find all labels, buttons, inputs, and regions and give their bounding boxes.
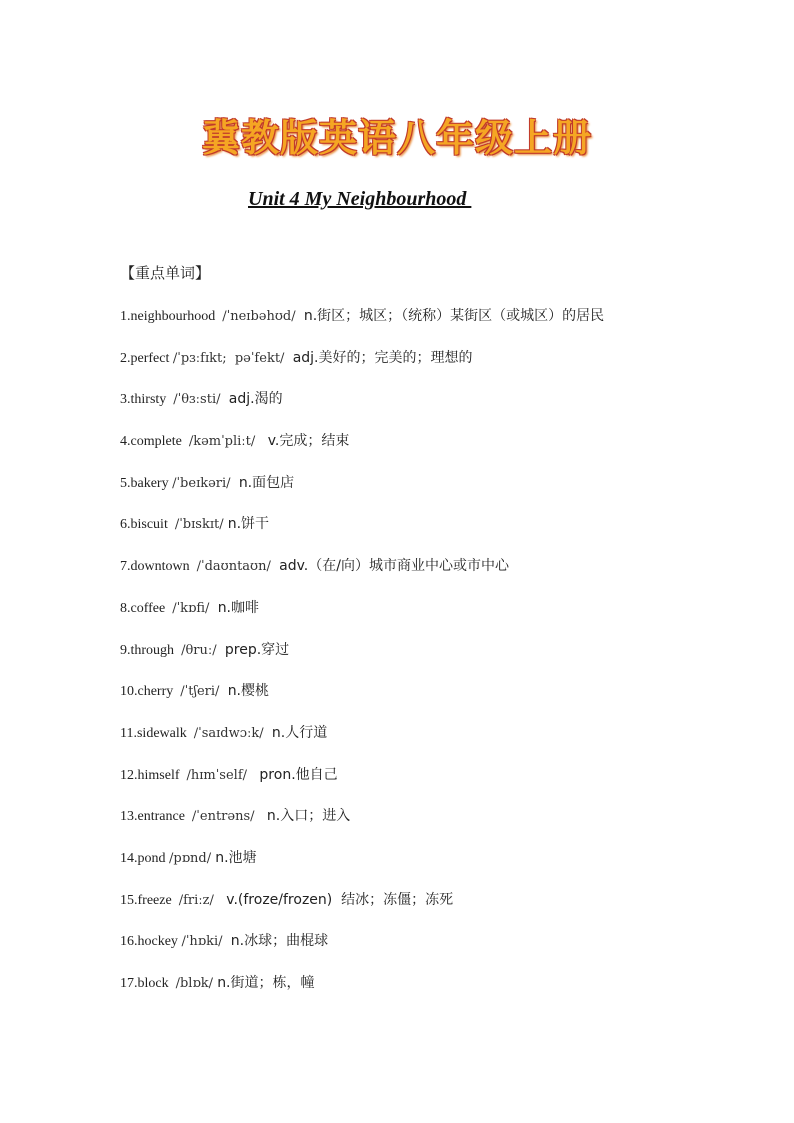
- vocabulary-item: [120, 890, 604, 932]
- vocabulary-item: [120, 473, 604, 515]
- vocabulary-meaning: n.人行道: [271, 724, 328, 741]
- vocabulary-phonetic: /pɒnd/: [169, 850, 216, 866]
- vocabulary-phonetic: /ˈbeɪkəri/: [172, 475, 239, 491]
- vocabulary-word: 5.bakery: [120, 475, 173, 491]
- vocabulary-word: 2.perfect: [120, 350, 173, 366]
- vocabulary-word: 3.thirsty: [120, 392, 174, 408]
- vocabulary-meaning: n.饼干: [227, 516, 270, 533]
- vocabulary-item: [120, 681, 604, 723]
- vocabulary-phonetic: /ˈpɜːfɪkt; pəˈfekt/: [172, 350, 293, 366]
- vocabulary-item: [120, 848, 604, 890]
- vocabulary-word: 12.himself: [120, 767, 187, 783]
- vocabulary-word: 8.coffee: [120, 600, 173, 616]
- unit-title: Unit 4 My Neighbourhood: [248, 188, 472, 210]
- vocabulary-phonetic: /ˈneɪbəhʊd/: [222, 309, 304, 324]
- vocabulary-word: 10.cherry: [120, 684, 181, 700]
- vocabulary-meaning: n.冰球；曲棍球: [230, 933, 329, 950]
- vocabulary-meaning: v.(froze/frozen) 结冰；冻僵；冻死: [226, 891, 454, 908]
- vocabulary-word: 7.downtown: [120, 559, 197, 575]
- vocabulary-item: [120, 556, 604, 598]
- vocabulary-phonetic: /friːz/: [178, 892, 227, 908]
- vocabulary-word: 13.entrance: [120, 809, 192, 825]
- vocabulary-meaning: n.池塘: [215, 849, 257, 866]
- vocabulary-meaning: v.完成；结束: [267, 433, 350, 450]
- vocabulary-item: [120, 723, 604, 765]
- vocabulary-meaning: n.咖啡: [217, 599, 260, 616]
- vocabulary-item: [120, 640, 604, 682]
- vocabulary-item: [120, 514, 604, 556]
- vocabulary-item: [120, 348, 604, 390]
- vocabulary-word: 9.through: [120, 642, 182, 658]
- vocabulary-word: 4.complete: [120, 434, 189, 450]
- vocabulary-phonetic: /kəmˈpliːt/: [188, 434, 268, 450]
- vocabulary-word: 11.sidewalk: [120, 725, 194, 741]
- vocabulary-phonetic: /θruː/: [181, 642, 225, 658]
- vocabulary-list: [120, 306, 604, 1015]
- vocabulary-word: 14.pond: [120, 850, 169, 866]
- vocabulary-word: 16.hockey: [120, 934, 182, 950]
- vocabulary-phonetic: /ˈtʃeri/: [180, 684, 228, 700]
- vocabulary-meaning: n.街道；栋，幢: [217, 975, 315, 991]
- vocabulary-phonetic: /ˈdaʊntaʊn/: [196, 559, 280, 575]
- vocabulary-meaning: n.街区；城区；（统称）某街区（或城区）的居民: [303, 308, 605, 324]
- section-heading-key-words: 【重点单词】: [120, 264, 211, 282]
- vocabulary-item: [120, 431, 604, 473]
- vocabulary-item: [120, 931, 604, 973]
- vocabulary-meaning: n.入口；进入: [266, 808, 351, 825]
- vocabulary-phonetic: /ˈkɒfi/: [172, 600, 218, 616]
- vocabulary-item: [120, 765, 604, 807]
- vocabulary-word: 6.biscuit: [120, 517, 175, 533]
- vocabulary-word: 1.neighbourhood: [120, 309, 223, 324]
- vocabulary-phonetic: /ˈsaɪdwɔːk/: [193, 725, 272, 741]
- vocabulary-phonetic: /ˈbɪskɪt/: [174, 517, 228, 533]
- vocabulary-meaning: pron.他自己: [259, 766, 338, 783]
- vocabulary-item: [120, 598, 604, 640]
- vocabulary-item: [120, 973, 604, 1015]
- vocabulary-meaning: adv.（在/向）城市商业中心或市中心: [279, 558, 509, 575]
- vocabulary-phonetic: /blɒk/: [175, 976, 218, 991]
- vocabulary-meaning: adj.渴的: [228, 391, 283, 408]
- vocabulary-phonetic: /ˈhɒki/: [181, 934, 231, 950]
- page-title: 冀教版英语八年级上册: [201, 116, 592, 160]
- vocabulary-meaning: n.面包店: [238, 474, 295, 491]
- vocabulary-word: 17.block: [120, 976, 176, 991]
- vocabulary-meaning: prep.穿过: [224, 641, 290, 658]
- vocabulary-phonetic: /hɪmˈself/: [186, 767, 260, 783]
- vocabulary-word: 15.freeze: [120, 892, 179, 908]
- vocabulary-phonetic: /ˈentrəns/: [191, 809, 267, 825]
- vocabulary-meaning: n.樱桃: [227, 683, 270, 700]
- vocabulary-item: [120, 389, 604, 431]
- vocabulary-item: [120, 306, 604, 348]
- vocabulary-item: [120, 806, 604, 848]
- vocabulary-phonetic: /ˈθɜːsti/: [173, 392, 229, 408]
- vocabulary-meaning: adj.美好的；完美的；理想的: [292, 349, 473, 366]
